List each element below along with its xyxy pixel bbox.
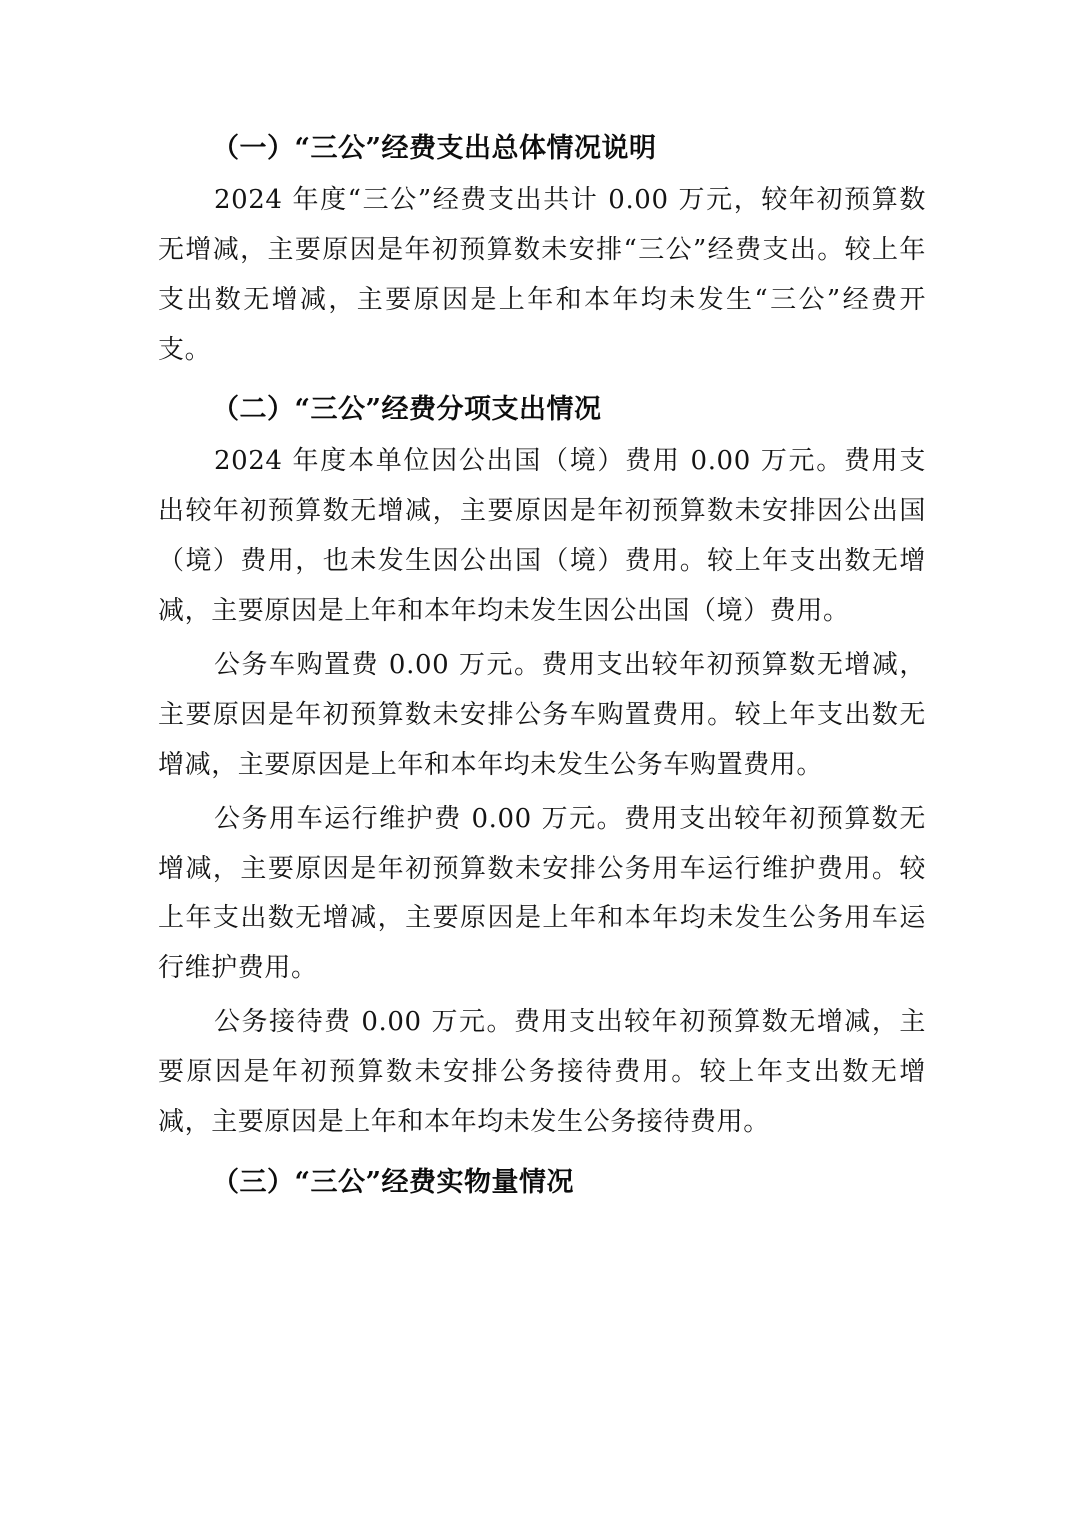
- section-1-paragraph-1: 2024 年度“三公”经费支出共计 0.00 万元，较年初预算数无增减，主要原因是年初预算数未安排“三公”经费支出。较上年支出数无增减，主要原因是上年和本年均未发生“三公”经费开支。: [158, 184, 926, 365]
- section-2-paragraph-4: 公务接待费 0.00 万元。费用支出较年初预算数无增减，主要原因是年初预算数未安排公务接待费用。较上年支出数无增减，主要原因是上年和本年均未发生公务接待费用。: [158, 1007, 926, 1138]
- section-heading-2: （二）“三公”经费分项支出情况: [212, 394, 602, 426]
- document-body: [158, 128, 926, 1204]
- spacer: [158, 379, 926, 389]
- section-2-paragraph-1: 2024 年度本单位因公出国（境）费用 0.00 万元。费用支出较年初预算数无增减，主要原因是年初预算数未安排因公出国（境）费用，也未发生因公出国（境）费用。较上年支出数无增减，主要原因是上年和本年均未发生因公出国（境）费用。: [158, 446, 926, 627]
- section-2-paragraph-3: 公务用车运行维护费 0.00 万元。费用支出较年初预算数无增减，主要原因是年初预算数未安排公务用车运行维护费用。较上年支出数无增减，主要原因是上年和本年均未发生公务用车运行维护费用。: [158, 803, 926, 984]
- section-heading-3: （三）“三公”经费实物量情况: [212, 1167, 575, 1198]
- spacer: [158, 1152, 926, 1162]
- section-heading-1: （一）“三公”经费支出总体情况说明: [212, 133, 657, 164]
- section-2-paragraph-2: 公务车购置费 0.00 万元。费用支出较年初预算数无增减，主要原因是年初预算数未安排公务车购置费用。较上年支出数无增减，主要原因是上年和本年均未发生公务车购置费用。: [158, 649, 926, 780]
